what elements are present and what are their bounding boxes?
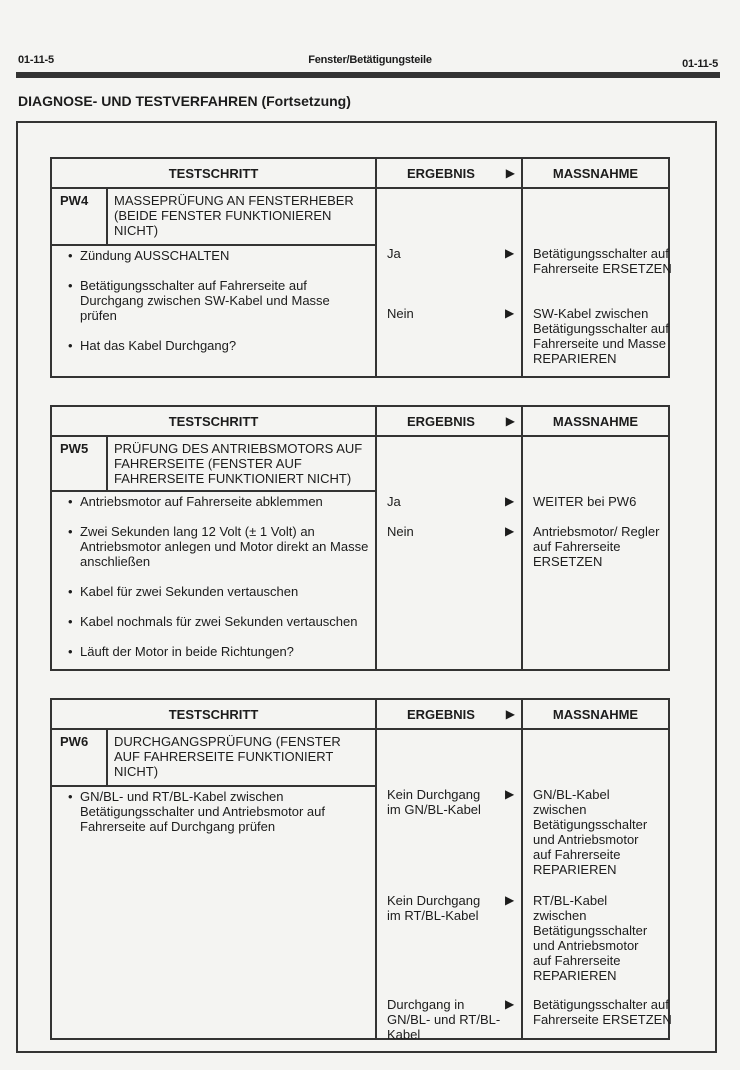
result-text: Ja xyxy=(387,494,401,509)
step-list xyxy=(52,246,375,372)
arrow-right-icon: ▶ xyxy=(505,414,515,428)
arrow-right-icon: ▶ xyxy=(505,707,515,721)
col-header-action: MASSNAHME xyxy=(552,706,639,722)
col-header-result-label: ERGEBNIS xyxy=(407,706,475,722)
arrow-right-icon: ▶ xyxy=(505,166,515,180)
action-text: Antriebsmotor/ Regler auf Fahrerseite ERSETZEN xyxy=(533,524,660,569)
step-item: • Hat das Kabel Durchgang? xyxy=(68,338,369,353)
col-header-action: MASSNAHME xyxy=(552,165,639,181)
table-header xyxy=(52,700,668,730)
action-cell xyxy=(523,437,668,671)
step-id: PW6 xyxy=(52,730,108,785)
arrow-right-icon: ▶ xyxy=(505,306,515,320)
step-item: • Zwei Sekunden lang 12 Volt (± 1 Volt) an Antriebsmotor anlegen und Motor direkt an Masse anschließen xyxy=(68,524,369,569)
result-text: Nein xyxy=(387,306,414,321)
step-item: • Antriebsmotor auf Fahrerseite abklemmen xyxy=(68,494,369,509)
result-cell xyxy=(377,189,523,378)
col-header-result xyxy=(377,700,523,728)
col-header-result-label: ERGEBNIS xyxy=(407,413,475,429)
action-text: Betätigungsschalter auf Fahrerseite ERSETZEN xyxy=(533,246,672,276)
arrow-right-icon: ▶ xyxy=(505,494,515,508)
result-text: Kein Durchgang im RT/BL-Kabel xyxy=(387,893,481,923)
header-rule xyxy=(16,72,720,78)
action-cell xyxy=(523,189,672,378)
test-table-pw6 xyxy=(50,698,670,1040)
step-item: • Betätigungsschalter auf Fahrerseite auf Durchgang zwischen SW-Kabel und Masse prüfen xyxy=(68,278,369,323)
arrow-right-icon: ▶ xyxy=(505,524,515,538)
step-heading xyxy=(52,437,375,492)
page-number-right: 01-11-5 xyxy=(682,58,718,70)
table-header xyxy=(52,159,668,189)
result-text: Durchgang in GN/BL- und RT/BL-Kabel xyxy=(387,997,501,1042)
col-header-test: TESTSCHRITT xyxy=(52,700,377,728)
step-item: • Läuft der Motor in beide Richtungen? xyxy=(68,644,369,659)
col-header-action: MASSNAHME xyxy=(552,413,639,429)
chapter-title: Fenster/Betätigungsteile xyxy=(308,54,432,66)
test-table-pw4 xyxy=(50,157,670,378)
step-item: • Zündung AUSSCHALTEN xyxy=(68,248,369,263)
action-text: RT/BL-Kabel zwischen Betätigungsschalter und Antriebsmotor auf Fahrerseite REPARIEREN xyxy=(533,893,648,983)
page-number-left: 01-11-5 xyxy=(18,54,54,66)
step-heading xyxy=(52,730,375,787)
arrow-right-icon: ▶ xyxy=(505,246,515,260)
col-header-test: TESTSCHRITT xyxy=(52,407,377,435)
result-item xyxy=(387,306,517,321)
col-header-result xyxy=(377,407,523,435)
step-list xyxy=(52,492,375,678)
col-header-result xyxy=(377,159,523,187)
result-item xyxy=(387,494,517,509)
step-item: • GN/BL- und RT/BL-Kabel zwischen Betätigungsschalter und Antriebsmotor auf Fahrerseite auf Durchgang prüfen xyxy=(68,789,369,834)
action-text: GN/BL-Kabel zwischen Betätigungsschalter und Antriebsmotor auf Fahrerseite REPARIEREN xyxy=(533,787,648,877)
arrow-right-icon: ▶ xyxy=(505,893,515,907)
col-header-result-label: ERGEBNIS xyxy=(407,165,475,181)
step-title: PRÜFUNG DES ANTRIEBSMOTORS AUF FAHRERSEITE (FENSTER AUF FAHRERSEITE FUNKTIONIERT NICHT) xyxy=(114,441,363,486)
result-cell xyxy=(377,437,523,671)
arrow-right-icon: ▶ xyxy=(505,997,515,1011)
result-item xyxy=(387,893,515,923)
action-text: WEITER bei PW6 xyxy=(533,494,637,509)
step-title: MASSEPRÜFUNG AN FENSTERHEBER (BEIDE FENSTER FUNKTIONIEREN NICHT) xyxy=(114,193,354,238)
result-text: Ja xyxy=(387,246,401,261)
result-text: Nein xyxy=(387,524,414,539)
step-heading xyxy=(52,189,375,246)
result-item xyxy=(387,997,515,1042)
result-text: Kein Durchgang im GN/BL-Kabel xyxy=(387,787,481,817)
action-text: Betätigungsschalter auf Fahrerseite ERSETZEN xyxy=(533,997,672,1027)
action-text: SW-Kabel zwischen Betätigungsschalter auf Fahrerseite und Masse REPARIEREN xyxy=(533,306,669,366)
step-item: • Kabel nochmals für zwei Sekunden vertauschen xyxy=(68,614,369,629)
arrow-right-icon: ▶ xyxy=(505,787,515,801)
step-title: DURCHGANGSPRÜFUNG (FENSTER AUF FAHRERSEITE FUNKTIONIERT NICHT) xyxy=(114,734,341,779)
section-title: DIAGNOSE- UND TESTVERFAHREN (Fortsetzung) xyxy=(18,93,351,109)
table-header xyxy=(52,407,668,437)
col-header-test: TESTSCHRITT xyxy=(52,159,377,187)
result-item xyxy=(387,524,517,539)
action-cell xyxy=(523,730,672,1040)
result-item xyxy=(387,246,517,261)
result-item xyxy=(387,787,515,817)
step-id: PW4 xyxy=(52,189,108,244)
step-item: • Kabel für zwei Sekunden vertauschen xyxy=(68,584,369,599)
step-list xyxy=(52,787,375,853)
test-table-pw5 xyxy=(50,405,670,671)
step-id: PW5 xyxy=(52,437,108,490)
result-cell xyxy=(377,730,523,1040)
